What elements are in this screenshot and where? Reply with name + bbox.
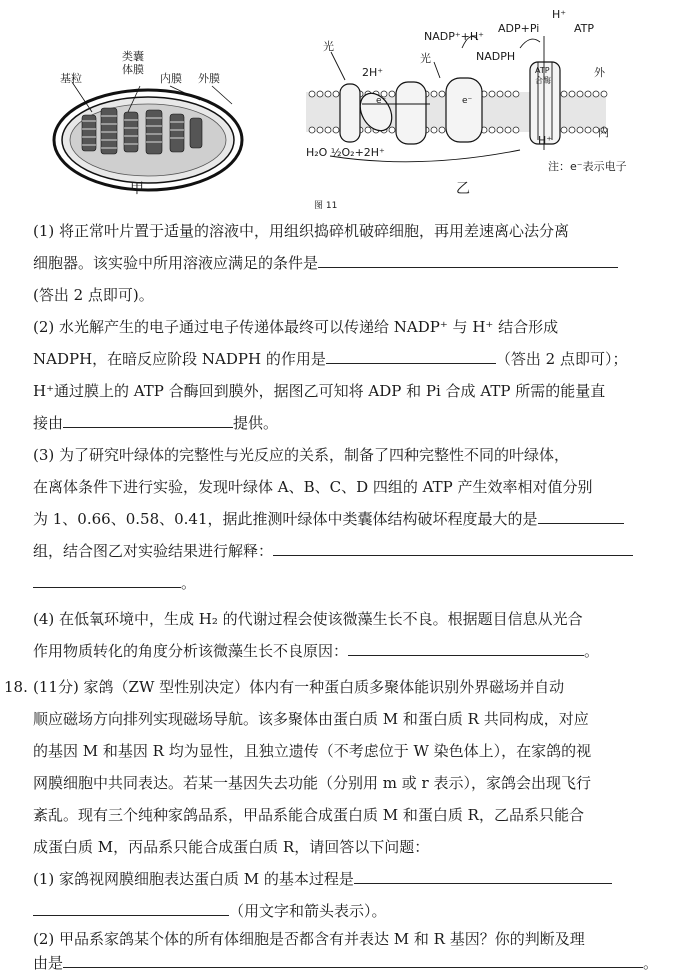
caption-jia: 甲 xyxy=(130,181,144,197)
q1-line-3: (答出 2 点即可)。 xyxy=(33,286,154,304)
q18-line-2: 顺应磁场方向排列实现磁场导航。该多聚体由蛋白质 M 和蛋白质 R 共同构成，对应 xyxy=(33,710,589,728)
caption-yi: 乙 xyxy=(456,181,470,197)
label-nei: 内 xyxy=(598,126,609,139)
thylakoid-membrane-diagram xyxy=(306,36,607,162)
q1-line-2-text: 细胞器。该实验中所用溶液应满足的条件是 xyxy=(33,254,319,272)
figure-caption: 图 11 xyxy=(314,201,338,211)
q4-line-2-end: 。 xyxy=(584,642,600,660)
label-adp: ADP+Pi xyxy=(498,22,540,35)
q18-sub2-end: 。 xyxy=(643,954,659,972)
q18-sub1-end: （用文字和箭头表示）。 xyxy=(229,902,387,920)
q4-answer-blank[interactable] xyxy=(348,641,584,656)
label-water: H₂O ½O₂+2H⁺ xyxy=(306,146,385,159)
q4-line-2 xyxy=(33,640,665,662)
label-wai: 外 xyxy=(594,66,605,79)
q2-line-2-text-a: NADPH，在暗反应阶段 NADPH 的作用是 xyxy=(33,350,326,368)
q2-line-4-text-a: 接由 xyxy=(33,414,64,432)
label-atp: ATP xyxy=(574,22,595,35)
q18-line-6: 成蛋白质 M，丙品系只能合成蛋白质 R，请回答以下问题： xyxy=(33,838,430,856)
label-hplus-bot: H⁺ xyxy=(538,134,553,147)
q4-line-1: (4) 在低氧环境中，生成 H₂ 的代谢过程会使该微藻生长不良。根据题目信息从光合 xyxy=(33,610,583,628)
label-waimo: 外膜 xyxy=(198,72,220,85)
q18-sub1-line-2 xyxy=(33,900,665,922)
q1-answer-blank[interactable] xyxy=(318,253,618,268)
q2-answer-blank-2[interactable] xyxy=(63,413,233,428)
q1-line-1: (1) 将正常叶片置于适量的溶液中，用组织捣碎机破碎细胞，再用差速离心法分离 xyxy=(33,222,570,240)
label-note: 注：e⁻表示电子 xyxy=(548,160,627,173)
q18-sub1-answer-blank-1[interactable] xyxy=(354,869,612,884)
label-guang-2: 光 xyxy=(420,52,431,65)
label-neimo: 内膜 xyxy=(160,72,182,85)
q18-line-3: 的基因 M 和基因 R 均为显性，且独立遗传（不考虑位于 W 染色体上），在家鸽的视 xyxy=(33,742,592,760)
label-atpase: ATP 合酶 xyxy=(535,66,551,85)
q3-line-1: (3) 为了研究叶绿体的完整性与光反应的关系，制备了四种完整性不同的叶绿体， xyxy=(33,446,570,464)
q3-line-5 xyxy=(33,572,665,594)
q18-sub2-line-2 xyxy=(33,952,665,974)
figure-11 xyxy=(0,0,693,215)
q18-line-5: 紊乱。现有三个纯种家鸽品系，甲品系能合成蛋白质 M 和蛋白质 R，乙品系只能合 xyxy=(33,806,584,824)
label-e1: e⁻ xyxy=(376,96,387,106)
label-guang-1: 光 xyxy=(323,40,334,53)
label-jili: 基粒 xyxy=(60,72,82,85)
q2-line-2 xyxy=(33,348,665,370)
q3-line-4 xyxy=(33,540,665,562)
q3-line-3 xyxy=(33,508,665,530)
q18-sub1-line-1 xyxy=(33,868,665,890)
q18-sub2-answer-blank[interactable] xyxy=(63,953,643,968)
q4-line-2-text: 作用物质转化的角度分析该微藻生长不良原因： xyxy=(33,642,349,660)
q18-sub2-line-1: (2) 甲品系家鸽某个体的所有体细胞是否都含有并表达 M 和 R 基因？你的判断及理 xyxy=(33,930,585,948)
label-2h: 2H⁺ xyxy=(362,66,384,79)
q2-line-4-text-b: 提供。 xyxy=(233,414,279,432)
label-hplus-top: H⁺ xyxy=(552,8,567,21)
q18-line-1: (11分) 家鸽（ZW 型性别决定）体内有一种蛋白质多聚体能识别外界磁场并自动 xyxy=(33,678,565,696)
q3-answer-blank-1[interactable] xyxy=(538,509,624,524)
q18-sub1-text: (1) 家鸽视网膜细胞表达蛋白质 M 的基本过程是 xyxy=(33,870,354,888)
q2-line-2-text-b: （答出 2 点即可）； xyxy=(495,350,628,368)
q18-sub1-answer-blank-2[interactable] xyxy=(33,901,229,916)
q2-answer-blank-1[interactable] xyxy=(326,349,496,364)
label-leinang: 类囊 体膜 xyxy=(122,50,144,76)
q2-line-3: H⁺通过膜上的 ATP 合酶回到膜外，据图乙可知将 ADP 和 Pi 合成 ATP 所需的能量直 xyxy=(33,382,606,400)
label-e2: e⁻ xyxy=(462,96,473,106)
q3-answer-blank-3[interactable] xyxy=(33,573,181,588)
q18-line-4: 网膜细胞中共同表达。若某一基因失去功能（分别用 m 或 r 表示），家鸽会出现飞行 xyxy=(33,774,591,792)
q1-line-2 xyxy=(33,252,665,274)
q3-line-3-text: 为 1、0.66、0.58、0.41，据此推测叶绿体中类囊体结构破坏程度最大的是 xyxy=(33,510,538,528)
q18-sub2-text: 由是 xyxy=(33,954,64,972)
label-nadph: NADPH xyxy=(476,50,516,63)
q3-line-4-text: 组，结合图乙对实验结果进行解释： xyxy=(33,542,274,560)
q3-answer-blank-2[interactable] xyxy=(273,541,633,556)
q18-number: 18. xyxy=(4,678,28,696)
q3-line-2: 在离体条件下进行实验，发现叶绿体 A、B、C、D 四组的 ATP 产生效率相对值分别 xyxy=(33,478,593,496)
q3-line-5-text: 。 xyxy=(181,574,197,592)
label-nadp: NADP⁺+H⁺ xyxy=(424,30,484,43)
q2-line-1: (2) 水光解产生的电子通过电子传递体最终可以传递给 NADP⁺ 与 H⁺ 结合形成 xyxy=(33,318,559,336)
chloroplast-diagram xyxy=(54,82,242,190)
q2-line-4 xyxy=(33,412,665,434)
